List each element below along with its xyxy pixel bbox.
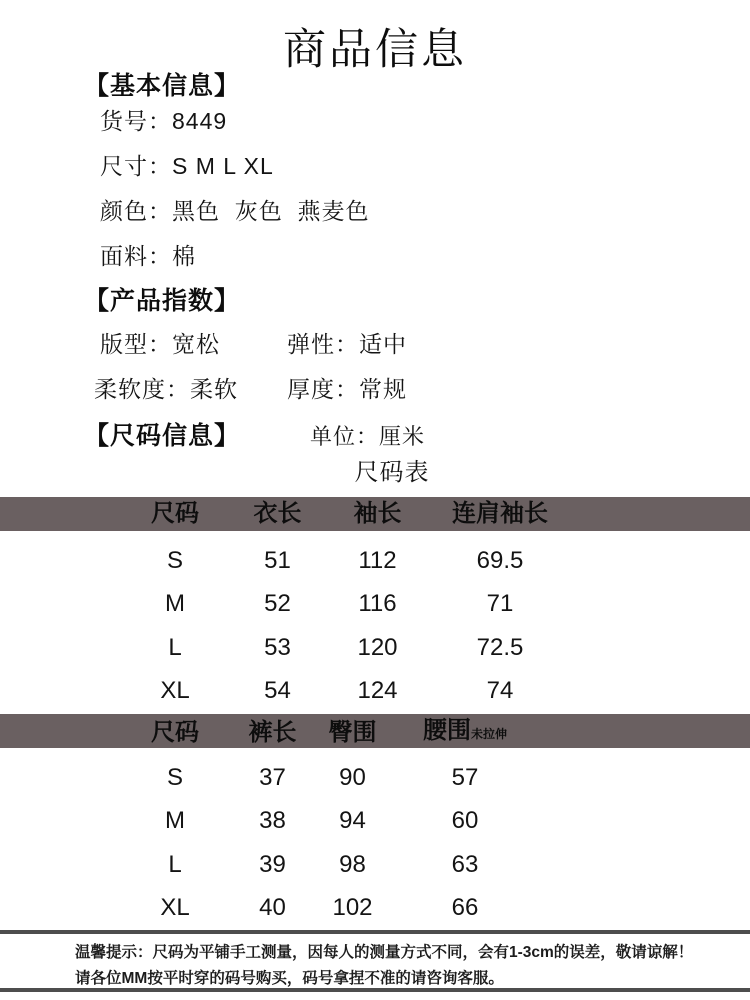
- footer-note-box: [0, 930, 750, 992]
- table-cell: 57: [451, 763, 479, 791]
- info-row-fabric: [100, 238, 196, 271]
- section-heading-size-info: 【尺码信息】: [84, 422, 241, 450]
- footer-note-line1: 温馨提示：尺码为平铺手工测量，因每人的测量方式不同，会有1-3cm的误差，敬请谅解！: [75, 944, 694, 961]
- table-cell: S: [166, 763, 183, 791]
- table-cell: 102: [332, 894, 373, 922]
- table-cell: 74: [486, 677, 514, 705]
- size-table-top: [0, 497, 750, 713]
- footer-note-line2: 请各位MM按平时穿的码号购买，码号拿捏不准的请咨询客服。: [75, 970, 504, 987]
- table-cell: 39: [259, 850, 286, 878]
- table-cell: 90: [339, 763, 366, 791]
- index-item-elasticity: [287, 326, 407, 359]
- column-header: 尺码: [151, 718, 199, 746]
- index-value: 常规: [359, 376, 407, 402]
- table-cell: 53: [264, 633, 291, 661]
- table-cell: XL: [160, 894, 190, 922]
- table-cell: 116: [358, 590, 397, 618]
- column-header: 袖长: [353, 500, 402, 527]
- index-label: 柔软度：: [94, 376, 190, 402]
- table-cell: 37: [259, 763, 286, 791]
- column-header: 臀围: [328, 718, 377, 746]
- table-row: [0, 583, 750, 627]
- info-row-item-number: [100, 103, 227, 136]
- info-value: S M L XL: [172, 153, 274, 179]
- section-heading-basic-info: 【基本信息】: [84, 72, 241, 100]
- table-row: [0, 670, 750, 714]
- table-row: [0, 887, 750, 931]
- column-header-waist: [395, 714, 535, 751]
- info-label: 面料：: [100, 243, 172, 269]
- table-body: [0, 748, 750, 930]
- index-value: 宽松: [172, 331, 220, 357]
- info-label: 颜色：: [100, 198, 172, 224]
- table-body: [0, 531, 750, 713]
- info-value: 棉: [172, 243, 196, 269]
- index-label: 厚度：: [287, 376, 359, 402]
- index-item-softness: [94, 371, 238, 404]
- table-row: [0, 800, 750, 844]
- table-header-row: [0, 714, 750, 748]
- table-cell: XL: [160, 677, 190, 705]
- table-cell: 66: [451, 894, 479, 922]
- table-cell: 38: [259, 807, 286, 835]
- table-cell: L: [168, 850, 182, 878]
- info-value: 8449: [172, 108, 228, 134]
- table-cell: L: [168, 633, 182, 661]
- table-cell: 51: [264, 546, 291, 574]
- index-label: 版型：: [100, 331, 172, 357]
- page-title: 商品信息: [283, 26, 467, 74]
- table-cell: 120: [357, 633, 398, 661]
- section-heading-product-index: 【产品指数】: [84, 287, 241, 315]
- index-value: 适中: [359, 331, 407, 357]
- index-label: 弹性：: [287, 331, 359, 357]
- table-cell: 52: [264, 590, 291, 618]
- table-cell: M: [165, 807, 185, 835]
- table-cell: 63: [451, 850, 479, 878]
- table-row: [0, 539, 750, 583]
- table-header-row: [0, 497, 750, 531]
- table-cell: 69.5: [476, 546, 524, 574]
- table-row: [0, 626, 750, 670]
- info-label: 尺寸：: [100, 153, 172, 179]
- table-cell: S: [166, 546, 183, 574]
- table-cell: 60: [451, 807, 479, 835]
- column-header: 连肩袖长: [452, 500, 548, 527]
- column-header: 裤长: [248, 718, 297, 746]
- table-cell: 72.5: [476, 633, 524, 661]
- table-row: [0, 843, 750, 887]
- size-table-bottom: [0, 714, 750, 930]
- table-row: [0, 756, 750, 800]
- column-header: 衣长: [253, 500, 302, 527]
- table-cell: 94: [339, 807, 366, 835]
- table-cell: 124: [357, 677, 398, 705]
- size-chart-title: 尺码表: [354, 459, 430, 486]
- table-cell: 71: [486, 590, 514, 618]
- info-value: 黑色 灰色 燕麦色: [172, 198, 370, 224]
- table-cell: 54: [264, 677, 291, 705]
- column-header-note: 未拉伸: [470, 727, 507, 741]
- index-item-thickness: [287, 371, 407, 404]
- table-cell: 40: [259, 894, 286, 922]
- index-item-fit: [100, 326, 220, 359]
- table-cell: 112: [358, 546, 397, 574]
- column-header: 尺码: [151, 500, 199, 527]
- info-row-sizes: [100, 148, 274, 181]
- info-row-colors: [100, 193, 370, 226]
- info-label: 货号：: [100, 108, 172, 134]
- table-cell: 98: [339, 850, 366, 878]
- table-cell: M: [165, 590, 185, 618]
- column-header: 腰围: [422, 717, 471, 744]
- unit-label: 单位：厘米: [310, 424, 426, 449]
- index-value: 柔软: [190, 376, 238, 402]
